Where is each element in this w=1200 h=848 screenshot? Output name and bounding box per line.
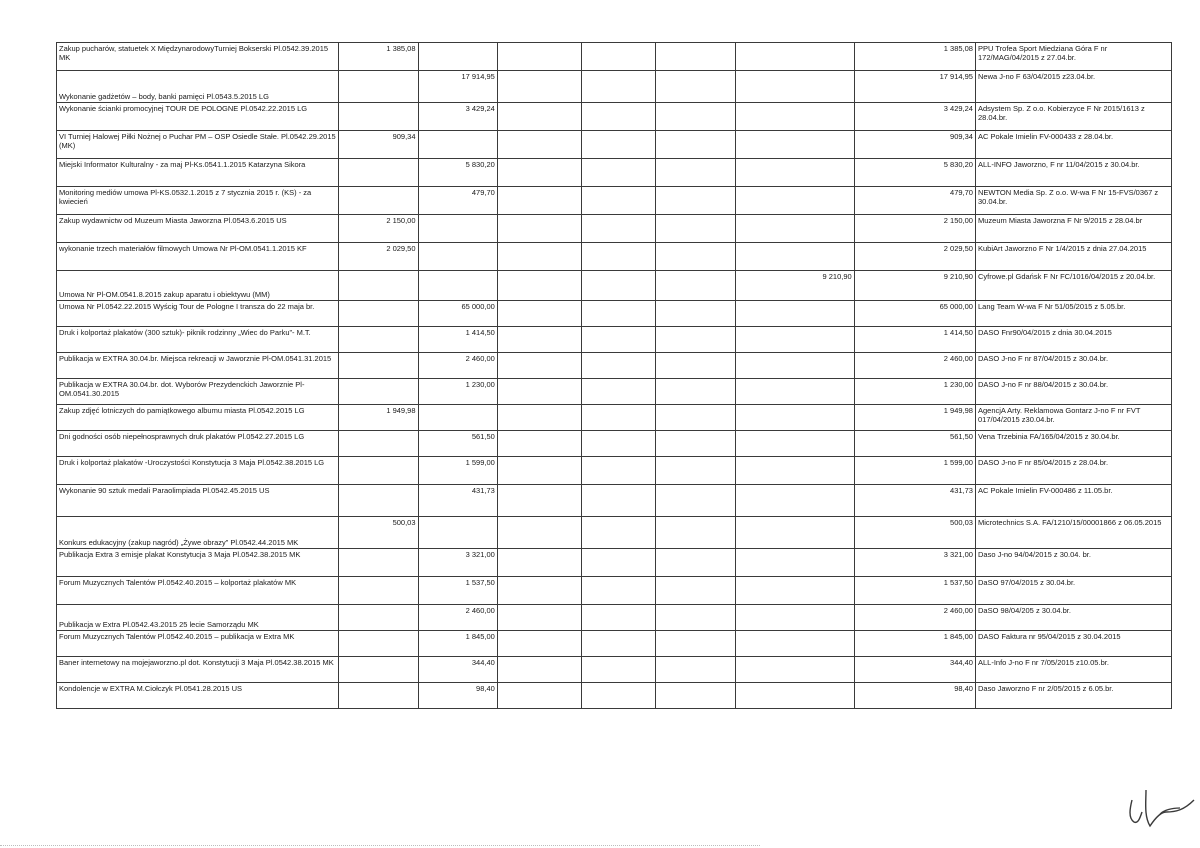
- empty-cell: [656, 485, 735, 517]
- empty-cell: [735, 683, 854, 709]
- invoice-cell: Daso Jaworzno F nr 2/05/2015 z 6.05.br.: [975, 683, 1171, 709]
- empty-cell: [735, 71, 854, 103]
- table-row: [57, 631, 1172, 657]
- empty-cell: [735, 405, 854, 431]
- table-row: [57, 657, 1172, 683]
- amount-cell: 1 230,00: [418, 379, 497, 405]
- empty-cell: [656, 631, 735, 657]
- empty-cell: [581, 379, 656, 405]
- empty-cell: [497, 683, 581, 709]
- empty-cell: [656, 517, 735, 549]
- empty-cell: [656, 605, 735, 631]
- invoice-cell: ALL-INFO Jaworzno, F nr 11/04/2015 z 30.04.br.: [975, 159, 1171, 187]
- empty-cell: [581, 457, 656, 485]
- table-row: [57, 379, 1172, 405]
- empty-cell: [339, 577, 418, 605]
- empty-cell: [581, 353, 656, 379]
- table-row: [57, 577, 1172, 605]
- total-cell: 431,73: [854, 485, 975, 517]
- empty-cell: [735, 577, 854, 605]
- table-row: [57, 187, 1172, 215]
- empty-cell: [497, 187, 581, 215]
- empty-cell: [497, 159, 581, 187]
- empty-cell: [497, 605, 581, 631]
- invoice-cell: DASO Faktura nr 95/04/2015 z 30.04.2015: [975, 631, 1171, 657]
- empty-cell: [656, 431, 735, 457]
- amount-cell: 2 460,00: [418, 353, 497, 379]
- empty-cell: [735, 103, 854, 131]
- description-cell: Zakup zdjęć lotniczych do pamiątkowego albumu miasta Pl.0542.2015 LG: [57, 405, 339, 431]
- description-cell: Forum Muzycznych Talentów Pl.0542.40.2015 – publikacja w Extra MK: [57, 631, 339, 657]
- table-row: [57, 301, 1172, 327]
- invoice-cell: NEWTON Media Sp. Z o.o. W-wa F Nr 15-FVS/0367 z 30.04.br.: [975, 187, 1171, 215]
- amount-cell: 344,40: [418, 657, 497, 683]
- empty-cell: [581, 657, 656, 683]
- empty-cell: [339, 159, 418, 187]
- total-cell: 344,40: [854, 657, 975, 683]
- invoice-cell: AC Pokale Imielin FV-000433 z 28.04.br.: [975, 131, 1171, 159]
- empty-cell: [418, 517, 497, 549]
- empty-cell: [735, 657, 854, 683]
- empty-cell: [656, 159, 735, 187]
- empty-cell: [497, 43, 581, 71]
- amount-cell: 1 537,50: [418, 577, 497, 605]
- invoice-cell: Daso J-no 94/04/2015 z 30.04. br.: [975, 549, 1171, 577]
- amount-cell: 1 599,00: [418, 457, 497, 485]
- table-row: [57, 517, 1172, 549]
- empty-cell: [656, 657, 735, 683]
- invoice-cell: PPU Trofea Sport Miedziana Góra F nr 172/MAG/04/2015 z 27.04.br.: [975, 43, 1171, 71]
- amount-cell: 2 150,00: [339, 215, 418, 243]
- expense-ledger-table: [56, 42, 1172, 709]
- table-row: [57, 131, 1172, 159]
- description-cell: Kondolencje w EXTRA M.Ciołczyk Pl.0541.28.2015 US: [57, 683, 339, 709]
- empty-cell: [581, 683, 656, 709]
- empty-cell: [418, 43, 497, 71]
- description-cell: Publikacja Extra 3 emisje plakat Konstytucja 3 Maja Pl.0542.38.2015 MK: [57, 549, 339, 577]
- amount-cell: 17 914,95: [418, 71, 497, 103]
- table-row: [57, 683, 1172, 709]
- description-cell: wykonanie trzech materiałów filmowych Umowa Nr Pl-OM.0541.1.2015 KF: [57, 243, 339, 271]
- total-cell: 1 599,00: [854, 457, 975, 485]
- empty-cell: [656, 379, 735, 405]
- table-row: [57, 271, 1172, 301]
- empty-cell: [418, 243, 497, 271]
- empty-cell: [581, 631, 656, 657]
- empty-cell: [497, 549, 581, 577]
- table-row: [57, 457, 1172, 485]
- total-cell: 2 460,00: [854, 605, 975, 631]
- amount-cell: 431,73: [418, 485, 497, 517]
- amount-cell: 1 949,98: [339, 405, 418, 431]
- empty-cell: [339, 657, 418, 683]
- empty-cell: [497, 457, 581, 485]
- invoice-cell: Cyfrowe.pl Gdańsk F Nr FC/1016/04/2015 z 20.04.br.: [975, 271, 1171, 301]
- empty-cell: [497, 271, 581, 301]
- total-cell: 909,34: [854, 131, 975, 159]
- table-row: [57, 327, 1172, 353]
- invoice-cell: Newa J-no F 63/04/2015 z23.04.br.: [975, 71, 1171, 103]
- table-row: [57, 71, 1172, 103]
- invoice-cell: DaSO 98/04/205 z 30.04.br.: [975, 605, 1171, 631]
- empty-cell: [581, 131, 656, 159]
- invoice-cell: DASO J-no F nr 85/04/2015 z 28.04.br.: [975, 457, 1171, 485]
- handwritten-signature: [1120, 782, 1200, 832]
- empty-cell: [339, 431, 418, 457]
- empty-cell: [581, 431, 656, 457]
- empty-cell: [497, 431, 581, 457]
- empty-cell: [735, 43, 854, 71]
- empty-cell: [497, 103, 581, 131]
- empty-cell: [339, 187, 418, 215]
- total-cell: 5 830,20: [854, 159, 975, 187]
- empty-cell: [735, 327, 854, 353]
- amount-cell: 3 321,00: [418, 549, 497, 577]
- invoice-cell: AC Pokale Imielin FV-000486 z 11.05.br.: [975, 485, 1171, 517]
- empty-cell: [656, 187, 735, 215]
- amount-cell: 561,50: [418, 431, 497, 457]
- ledger-body: [57, 43, 1172, 709]
- empty-cell: [497, 131, 581, 159]
- empty-cell: [339, 71, 418, 103]
- description-cell: Miejski Informator Kulturalny - za maj Pl-Ks.0541.1.2015 Katarzyna Sikora: [57, 159, 339, 187]
- table-row: [57, 549, 1172, 577]
- empty-cell: [339, 353, 418, 379]
- empty-cell: [735, 379, 854, 405]
- empty-cell: [497, 631, 581, 657]
- table-row: [57, 215, 1172, 243]
- empty-cell: [581, 405, 656, 431]
- description-cell: Publikacja w Extra Pl.0542.43.2015 25 lecie Samorządu MK: [57, 605, 339, 631]
- empty-cell: [581, 485, 656, 517]
- table-row: [57, 159, 1172, 187]
- empty-cell: [339, 271, 418, 301]
- table-row: [57, 485, 1172, 517]
- empty-cell: [418, 131, 497, 159]
- total-cell: 2 460,00: [854, 353, 975, 379]
- invoice-cell: DASO J-no F nr 87/04/2015 z 30.04.br.: [975, 353, 1171, 379]
- empty-cell: [656, 577, 735, 605]
- description-cell: Zakup pucharów, statuetek X MiędzynarodowyTurniej Bokserski Pl.0542.39.2015 MK: [57, 43, 339, 71]
- empty-cell: [735, 549, 854, 577]
- empty-cell: [581, 187, 656, 215]
- empty-cell: [581, 327, 656, 353]
- description-cell: Publikacja w EXTRA 30.04.br. dot. Wyborów Prezydenckich Jaworznie Pl-OM.0541.30.2015: [57, 379, 339, 405]
- empty-cell: [581, 517, 656, 549]
- empty-cell: [581, 577, 656, 605]
- total-cell: 2 029,50: [854, 243, 975, 271]
- description-cell: Wykonanie gadżetów – body, banki pamięci Pl.0543.5.2015 LG: [57, 71, 339, 103]
- invoice-cell: Microtechnics S.A. FA/1210/15/00001866 z 06.05.2015: [975, 517, 1171, 549]
- empty-cell: [339, 605, 418, 631]
- empty-cell: [581, 215, 656, 243]
- empty-cell: [581, 159, 656, 187]
- empty-cell: [581, 243, 656, 271]
- empty-cell: [735, 243, 854, 271]
- amount-cell: 5 830,20: [418, 159, 497, 187]
- empty-cell: [339, 327, 418, 353]
- empty-cell: [339, 379, 418, 405]
- empty-cell: [339, 301, 418, 327]
- empty-cell: [656, 549, 735, 577]
- table-row: [57, 103, 1172, 131]
- empty-cell: [735, 457, 854, 485]
- invoice-cell: KubiArt Jaworzno F Nr 1/4/2015 z dnia 27.04.2015: [975, 243, 1171, 271]
- empty-cell: [418, 405, 497, 431]
- amount-cell: 3 429,24: [418, 103, 497, 131]
- empty-cell: [581, 301, 656, 327]
- empty-cell: [497, 485, 581, 517]
- total-cell: 65 000,00: [854, 301, 975, 327]
- empty-cell: [735, 159, 854, 187]
- total-cell: 1 949,98: [854, 405, 975, 431]
- table-row: [57, 43, 1172, 71]
- empty-cell: [497, 301, 581, 327]
- empty-cell: [339, 683, 418, 709]
- total-cell: 9 210,90: [854, 271, 975, 301]
- table-row: [57, 353, 1172, 379]
- amount-cell: 1 414,50: [418, 327, 497, 353]
- description-cell: VI Turniej Halowej Piłki Nożnej o Puchar PM – OSP Osiedle Stałe. Pl.0542.29.2015 (MK): [57, 131, 339, 159]
- empty-cell: [735, 187, 854, 215]
- total-cell: 3 321,00: [854, 549, 975, 577]
- total-cell: 479,70: [854, 187, 975, 215]
- empty-cell: [735, 131, 854, 159]
- empty-cell: [497, 405, 581, 431]
- empty-cell: [581, 71, 656, 103]
- total-cell: 3 429,24: [854, 103, 975, 131]
- empty-cell: [735, 517, 854, 549]
- total-cell: 561,50: [854, 431, 975, 457]
- description-cell: Umowa Nr Pl-OM.0541.8.2015 zakup aparatu i obiektywu (MM): [57, 271, 339, 301]
- empty-cell: [418, 215, 497, 243]
- invoice-cell: Lang Team W-wa F Nr 51/05/2015 z 5.05.br.: [975, 301, 1171, 327]
- invoice-cell: Muzeum Miasta Jaworzna F Nr 9/2015 z 28.04.br: [975, 215, 1171, 243]
- amount-cell: 65 000,00: [418, 301, 497, 327]
- empty-cell: [656, 301, 735, 327]
- total-cell: 1 845,00: [854, 631, 975, 657]
- empty-cell: [656, 457, 735, 485]
- empty-cell: [339, 103, 418, 131]
- empty-cell: [735, 485, 854, 517]
- empty-cell: [339, 485, 418, 517]
- total-cell: 17 914,95: [854, 71, 975, 103]
- empty-cell: [581, 605, 656, 631]
- description-cell: Baner internetowy na mojejaworzno.pl dot. Konstytucji 3 Maja Pl.0542.38.2015 MK: [57, 657, 339, 683]
- empty-cell: [339, 549, 418, 577]
- total-cell: 1 414,50: [854, 327, 975, 353]
- amount-cell: 9 210,90: [735, 271, 854, 301]
- description-cell: Monitoring mediów umowa Pl-KS.0532.1.2015 z 7 stycznia 2015 r. (KS) - za kwiecień: [57, 187, 339, 215]
- empty-cell: [339, 631, 418, 657]
- description-cell: Druk i kolportaż plakatów -Uroczystości Konstytucja 3 Maja Pl.0542.38.2015 LG: [57, 457, 339, 485]
- empty-cell: [497, 243, 581, 271]
- empty-cell: [497, 379, 581, 405]
- empty-cell: [656, 131, 735, 159]
- page-bottom-rule: [0, 845, 760, 846]
- empty-cell: [656, 683, 735, 709]
- invoice-cell: DaSO 97/04/2015 z 30.04.br.: [975, 577, 1171, 605]
- empty-cell: [656, 215, 735, 243]
- amount-cell: 2 460,00: [418, 605, 497, 631]
- description-cell: Forum Muzycznych Talentów Pl.0542.40.2015 – kolportaż plakatów MK: [57, 577, 339, 605]
- empty-cell: [735, 301, 854, 327]
- table-row: [57, 405, 1172, 431]
- empty-cell: [656, 327, 735, 353]
- invoice-cell: ALL-Info J-no F nr 7/05/2015 z10.05.br.: [975, 657, 1171, 683]
- total-cell: 1 230,00: [854, 379, 975, 405]
- amount-cell: 500,03: [339, 517, 418, 549]
- description-cell: Umowa Nr Pl.0542.22.2015 Wyścig Tour de Pologne I transza do 22 maja br.: [57, 301, 339, 327]
- description-cell: Druk i kolportaż plakatów (300 sztuk)- piknik rodzinny „Wiec do Parku”- M.T.: [57, 327, 339, 353]
- empty-cell: [656, 405, 735, 431]
- empty-cell: [581, 103, 656, 131]
- description-cell: Publikacja w EXTRA 30.04.br. Miejsca rekreacji w Jaworznie Pl-OM.0541.31.2015: [57, 353, 339, 379]
- invoice-cell: Adsystem Sp. Z o.o. Kobierzyce F Nr 2015/1613 z 28.04.br.: [975, 103, 1171, 131]
- empty-cell: [497, 517, 581, 549]
- empty-cell: [656, 243, 735, 271]
- invoice-cell: AgencjA Arty. Reklamowa Gontarz J-no F nr FVT 017/04/2015 z30.04.br.: [975, 405, 1171, 431]
- empty-cell: [418, 271, 497, 301]
- empty-cell: [497, 327, 581, 353]
- amount-cell: 2 029,50: [339, 243, 418, 271]
- invoice-cell: DASO Fnr90/04/2015 z dnia 30.04.2015: [975, 327, 1171, 353]
- amount-cell: 909,34: [339, 131, 418, 159]
- description-cell: Zakup wydawnictw od Muzeum Miasta Jaworzna Pl.0543.6.2015 US: [57, 215, 339, 243]
- empty-cell: [735, 353, 854, 379]
- invoice-cell: Vena Trzebinia FA/165/04/2015 z 30.04.br.: [975, 431, 1171, 457]
- empty-cell: [735, 631, 854, 657]
- total-cell: 500,03: [854, 517, 975, 549]
- empty-cell: [581, 43, 656, 71]
- empty-cell: [735, 605, 854, 631]
- invoice-cell: DASO J-no F nr 88/04/2015 z 30.04.br.: [975, 379, 1171, 405]
- empty-cell: [497, 577, 581, 605]
- empty-cell: [656, 353, 735, 379]
- table-row: [57, 605, 1172, 631]
- empty-cell: [735, 215, 854, 243]
- empty-cell: [656, 43, 735, 71]
- total-cell: 98,40: [854, 683, 975, 709]
- amount-cell: 98,40: [418, 683, 497, 709]
- empty-cell: [497, 657, 581, 683]
- empty-cell: [656, 271, 735, 301]
- empty-cell: [497, 215, 581, 243]
- empty-cell: [735, 431, 854, 457]
- table-row: [57, 243, 1172, 271]
- description-cell: Dni godności osób niepełnosprawnych druk plakatów Pl.0542.27.2015 LG: [57, 431, 339, 457]
- total-cell: 1 385,08: [854, 43, 975, 71]
- empty-cell: [497, 71, 581, 103]
- amount-cell: 1 385,08: [339, 43, 418, 71]
- total-cell: 2 150,00: [854, 215, 975, 243]
- empty-cell: [656, 71, 735, 103]
- description-cell: Konkurs edukacyjny (zakup nagród) „Żywe obrazy” Pl.0542.44.2015 MK: [57, 517, 339, 549]
- table-row: [57, 431, 1172, 457]
- description-cell: Wykonanie 90 sztuk medali Paraolimpiada Pl.0542.45.2015 US: [57, 485, 339, 517]
- total-cell: 1 537,50: [854, 577, 975, 605]
- amount-cell: 479,70: [418, 187, 497, 215]
- empty-cell: [581, 549, 656, 577]
- empty-cell: [656, 103, 735, 131]
- empty-cell: [497, 353, 581, 379]
- amount-cell: 1 845,00: [418, 631, 497, 657]
- description-cell: Wykonanie ścianki promocyjnej TOUR DE POLOGNE Pl.0542.22.2015 LG: [57, 103, 339, 131]
- empty-cell: [581, 271, 656, 301]
- empty-cell: [339, 457, 418, 485]
